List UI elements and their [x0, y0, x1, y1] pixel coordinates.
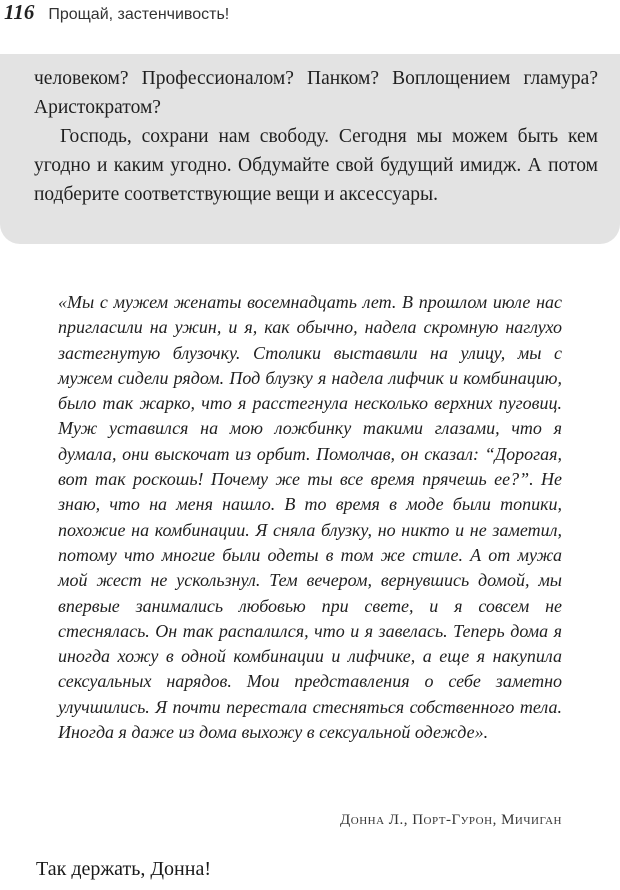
closing-line: Так держать, Донна! — [36, 858, 211, 880]
page-number: 116 — [4, 0, 35, 24]
callout-paragraph-1: человеком? Профессионалом? Панком? Воплощением гламура? Аристократом? — [34, 68, 598, 118]
running-title: Прощай, застенчивость! — [48, 6, 230, 23]
quote-attribution: Донна Л., Порт-Гурон, Мичиган — [340, 812, 562, 828]
page-header — [4, 0, 229, 28]
callout-paragraph-2: Господь, сохрани нам свободу. Сегодня мы можем быть кем угодно и каким угодно. Обдумайте свой будущий имидж. А потом подберите соответствующие вещи и аксессуары. — [34, 126, 598, 205]
callout-box — [0, 54, 620, 244]
reader-quote: «Мы с мужем женаты восемнадцать лет. В прошлом июле нас пригласили на ужин, и я, как обычно, надела скромную наглухо застегнутую блузочку. Столики выставили на улицу, мы с мужем сидели рядом. Под блузку я надела лифчик и комбинацию, было так жарко, что я расстегнула несколько верхних пуговиц. Муж уставился на мою ложбинку такими глазами, что я думала, они выскочат из орбит. Помолчав, он сказал: “Дорогая, вот так роскошь! Почему же ты все время прячешь ее?”. Не знаю, что на меня нашло. В то время в моде были топики, похожие на комбинации. Я сняла блузку, но никто и не заметил, потому что многие были одеты в том же стиле. А от мужа мой жест не ускользнул. Тем вечером, вернувшись домой, мы впервые занимались любовью при свете, и я совсем не стеснялась. Он так распалился, что и я завелась. Теперь дома я иногда хожу в одной комбинации и лифчике, а еще я накупила сексуальных нарядов. Мои представления о себе заметно улучшились. Я почти перестала стесняться собственного тела. Иногда я даже из дома выхожу в сексуальной одежде». — [58, 292, 562, 743]
